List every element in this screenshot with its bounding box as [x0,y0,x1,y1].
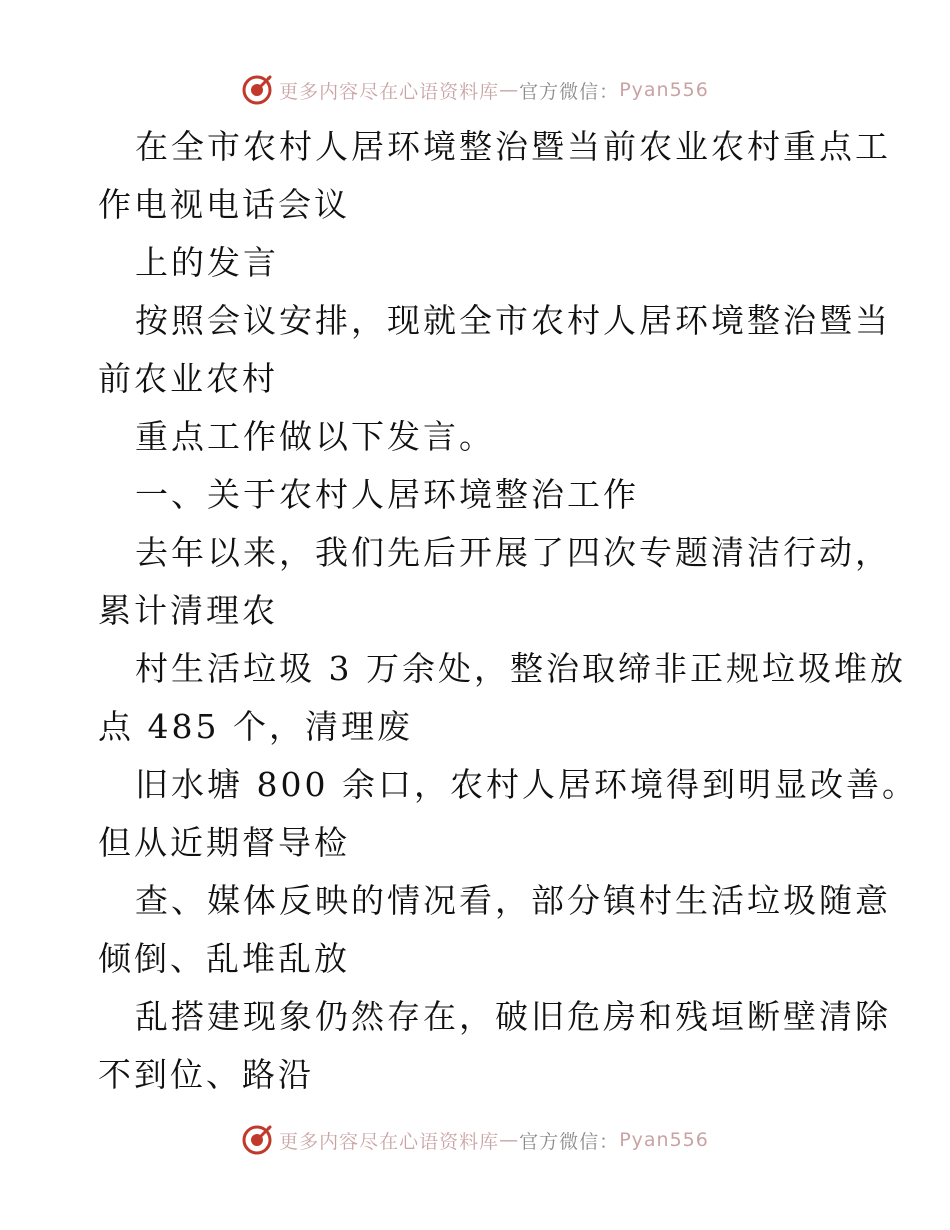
doc-line-title-1: 在全市农村人居环境整治暨当前农业农村重点工 [135,127,891,166]
banner-official-text: 官方微信： [519,80,620,103]
document-body [98,118,918,1104]
banner-wechat-id: Pyan556 [619,1129,709,1151]
doc-line: 按照会议安排，现就全市农村人居环境整治暨当 [135,301,891,340]
doc-line: 但从近期督导检 [98,823,350,862]
banner-site-text: 更多内容尽在心语资料库 [279,1130,500,1153]
doc-line: 点 485 个，清理废 [98,707,413,746]
banner-dash: — [499,1129,520,1151]
doc-line: 查、媒体反映的情况看，部分镇村生活垃圾随意 [135,881,891,920]
banner-official-text: 官方微信： [519,1130,620,1153]
header-banner [0,70,950,110]
doc-line: 不到位、路沿 [98,1055,314,1094]
doc-line: 乱搭建现象仍然存在，破旧危房和残垣断壁清除 [135,997,891,1036]
logo-icon [241,74,273,106]
doc-line: 倾倒、乱堆乱放 [98,939,350,978]
banner-wechat-id: Pyan556 [619,79,709,101]
doc-line-title-2: 作电视电话会议 [98,185,350,224]
doc-line: 村生活垃圾 3 万余处，整治取缔非正规垃圾堆放 [135,649,906,688]
doc-line: 累计清理农 [98,591,278,630]
banner-site-text: 更多内容尽在心语资料库 [279,80,500,103]
doc-line: 旧水塘 800 余口，农村人居环境得到明显改善。 [135,765,918,804]
doc-line: 去年以来，我们先后开展了四次专题清洁行动， [135,533,891,572]
footer-banner [0,1120,950,1160]
section-heading: 一、关于农村人居环境整治工作 [135,475,639,514]
doc-line-title-3: 上的发言 [135,243,279,282]
doc-line: 前农业农村 [98,359,278,398]
doc-line: 重点工作做以下发言。 [135,417,495,456]
banner-dash: — [499,79,520,101]
logo-icon [241,1124,273,1156]
